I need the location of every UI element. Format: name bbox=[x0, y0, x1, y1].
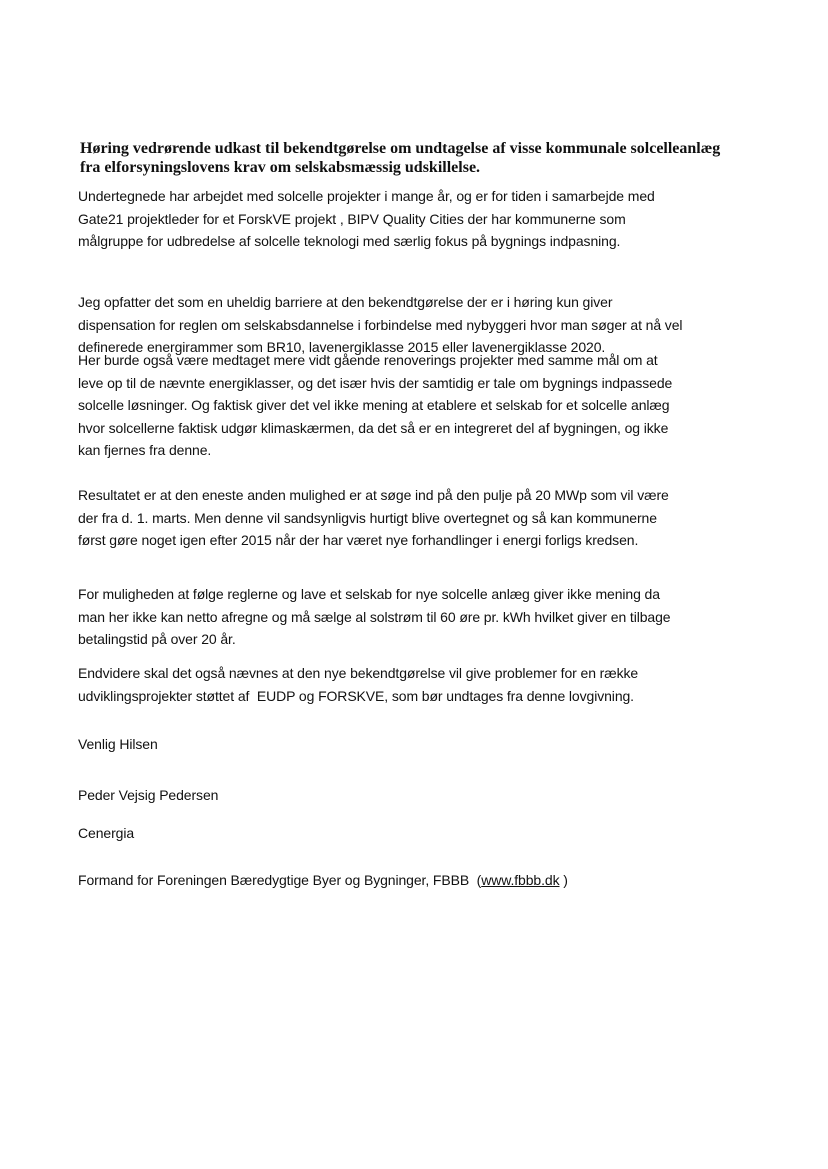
signer-company: Cenergia bbox=[78, 825, 135, 841]
signer-role bbox=[78, 869, 568, 892]
signer-role-text: Formand for Foreningen Bæredygtige Byer og Bygninger, FBBB ( bbox=[78, 872, 482, 888]
paragraph-line: Her burde også være medtaget mere vidt gående renoverings projekter med samme mål om at bbox=[78, 352, 658, 368]
paragraph-line: Endvidere skal det også nævnes at den nye bekendtgørelse vil give problemer for en række bbox=[78, 665, 639, 681]
body-paragraph bbox=[78, 349, 672, 462]
paragraph-line: dispensation for reglen om selskabsdannelse i forbindelse med nybyggeri hvor man søger at nå vel bbox=[78, 316, 683, 333]
paragraph-line: betalingstid på over 20 år. bbox=[78, 631, 236, 647]
signer-name: Peder Vejsig Pedersen bbox=[78, 787, 219, 803]
paragraph-line: udviklingsprojekter støttet af EUDP og FORSKVE, som bør undtages fra denne lovgivning. bbox=[78, 687, 634, 704]
paragraph-line: leve op til de nævnte energiklasser, og det især hvis der samtidig er tale om bygnings indpassede bbox=[78, 374, 673, 391]
closing-greeting: Venlig Hilsen bbox=[78, 736, 158, 752]
title-line: Høring vedrørende udkast til bekendtgørelse om undtagelse af visse kommunale solcelleanlæg bbox=[80, 140, 721, 157]
paragraph-line: der fra d. 1. marts. Men denne vil sandsynligvis hurtigt blive overtegnet og så kan kommunerne bbox=[78, 509, 657, 526]
paragraph-line: For muligheden at følge reglerne og lave et selskab for nye solcelle anlæg giver ikke mening da bbox=[78, 586, 660, 602]
paragraph-line: først gøre noget igen efter 2015 når der har været nye forhandlinger i energi forligs kredsen. bbox=[78, 532, 639, 548]
paragraph-line: kan fjernes fra denne. bbox=[78, 442, 212, 458]
body-paragraph bbox=[78, 583, 670, 651]
body-paragraph bbox=[78, 185, 655, 253]
paragraph-line: definerede energirammer som BR10, lavenergiklasse 2015 eller lavenergiklasse 2020. bbox=[78, 339, 606, 355]
website-link[interactable]: www.fbbb.dk bbox=[481, 872, 560, 888]
body-paragraph bbox=[78, 484, 669, 552]
paragraph-line: målgruppe for udbredelse af solcelle teknologi med særlig fokus på bygnings indpasning. bbox=[78, 233, 621, 249]
paragraph-line: Resultatet er at den eneste anden mulighed er at søge ind på den pulje på 20 MWp som vil være bbox=[78, 487, 669, 503]
body-paragraph bbox=[78, 662, 638, 707]
paragraph-line: Undertegnede har arbejdet med solcelle projekter i mange år, og er for tiden i samarbejde med bbox=[78, 188, 655, 204]
paragraph-line: man her ikke kan netto afregne og må sælge al solstrøm til 60 øre pr. kWh hvilket giver en tilbage bbox=[78, 608, 671, 625]
title-line: fra elforsyningslovens krav om selskabsmæssig udskillelse. bbox=[80, 159, 481, 176]
paragraph-line: solcelle løsninger. Og faktisk giver det vel ikke mening at etablere et selskab for et solcelle anlæg bbox=[78, 397, 670, 413]
paragraph-line: Jeg opfatter det som en uheldig barriere at den bekendtgørelse der er i høring kun giver bbox=[78, 294, 613, 310]
paragraph-line: Gate21 projektleder for et ForskVE projekt , BIPV Quality Cities der har kommunerne som bbox=[78, 210, 626, 227]
document-title bbox=[80, 139, 720, 177]
paragraph-line: hvor solcellerne faktisk udgør klimaskærmen, da det så er en integreret del af bygningen, og ikke bbox=[78, 419, 669, 436]
signer-role-end: ) bbox=[559, 872, 568, 888]
